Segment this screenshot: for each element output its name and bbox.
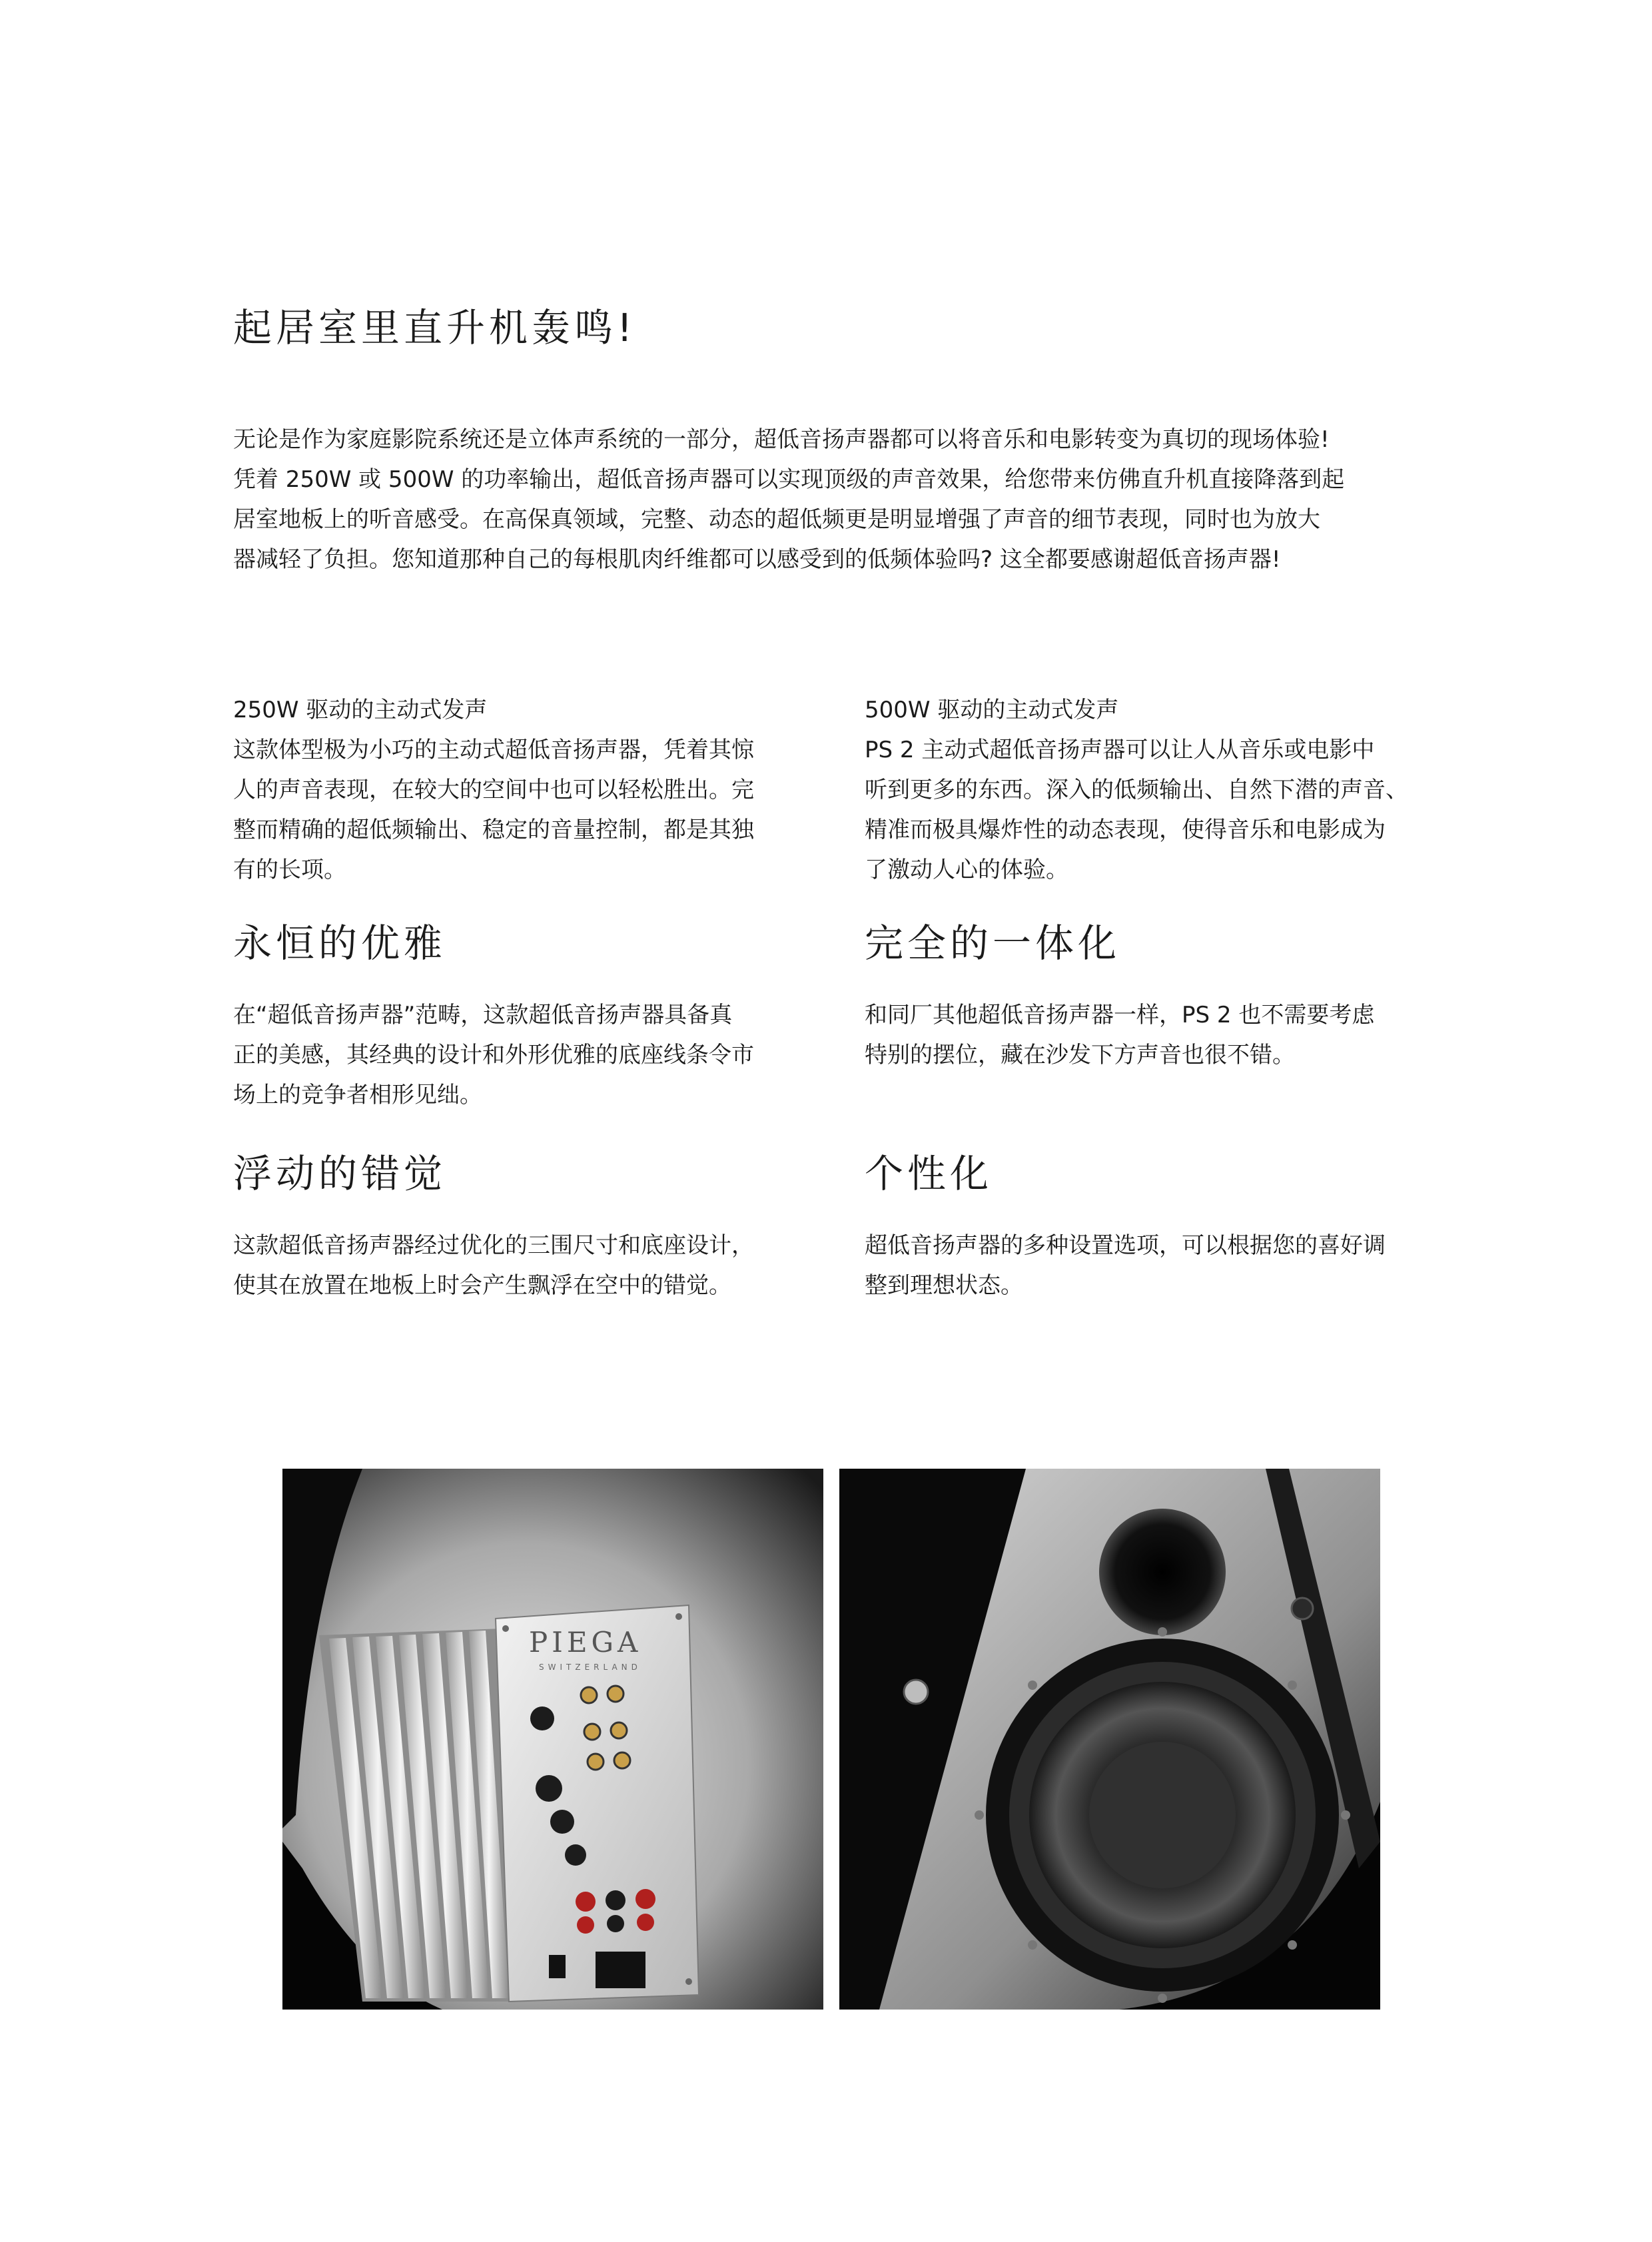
section-heading: 永恒的优雅 xyxy=(233,921,447,966)
section-line: 整到理想状态。 xyxy=(865,1272,1023,1299)
section-line: 使其在放置在地板上时会产生飘浮在空中的错觉。 xyxy=(233,1272,731,1299)
section-line: 特别的摆位，藏在沙发下方声音也很不错。 xyxy=(865,1041,1295,1068)
brand-subtitle: SWITZERLAND xyxy=(539,1663,641,1672)
amplifier-panel-illustration xyxy=(282,1469,823,2010)
section-line: 超低音扬声器的多种设置选项，可以根据您的喜好调 xyxy=(865,1232,1386,1259)
feature-line: 听到更多的东西。深入的低频输出、自然下潜的声音、 xyxy=(865,777,1408,803)
section-heading: 个性化 xyxy=(865,1151,993,1196)
feature-text xyxy=(865,730,1438,890)
feature-line: 了激动人心的体验。 xyxy=(865,857,1068,883)
section-text xyxy=(865,1226,1438,1306)
section-text xyxy=(233,1226,806,1306)
intro-line: 居室地板上的听音感受。在高保真领域，完整、动态的超低频更是明显增强了声音的细节表现，同时也为放大 xyxy=(233,506,1320,533)
feature-line: 有的长项。 xyxy=(233,857,346,883)
feature-line: PS 2 主动式超低音扬声器可以让人从音乐或电影中 xyxy=(865,737,1375,763)
feature-text xyxy=(233,730,806,890)
section-text xyxy=(233,995,806,1115)
section-line: 这款超低音扬声器经过优化的三围尺寸和底座设计， xyxy=(233,1232,754,1259)
section-heading: 浮动的错觉 xyxy=(233,1151,447,1196)
section-illusion xyxy=(233,1151,806,1306)
feature-line: 这款体型极为小巧的主动式超低音扬声器，凭着其惊 xyxy=(233,737,754,763)
brand-logo: PIEGA xyxy=(529,1626,642,1659)
intro-line: 凭着 250W 或 500W 的功率输出，超低音扬声器可以实现顶级的声音效果，给您带来仿佛直升机直接降落到起 xyxy=(233,466,1345,493)
section-heading: 完全的一体化 xyxy=(865,921,1121,966)
section-integration xyxy=(865,921,1438,1075)
intro-line: 无论是作为家庭影院系统还是立体声系统的一部分，超低音扬声器都可以将音乐和电影转变为真切的现场体验! xyxy=(233,426,1330,453)
feature-500w xyxy=(865,690,1438,890)
section-text xyxy=(865,995,1438,1075)
woofer-illustration xyxy=(839,1469,1380,2010)
page-title: 起居室里直升机轰鸣! xyxy=(233,305,637,350)
woofer-photo xyxy=(839,1469,1380,2010)
feature-label: 250W 驱动的主动式发声 xyxy=(233,697,488,723)
section-line: 正的美感，其经典的设计和外形优雅的底座线条令市 xyxy=(233,1041,754,1068)
section-line: 和同厂其他超低音扬声器一样，PS 2 也不需要考虑 xyxy=(865,1001,1375,1028)
feature-label: 500W 驱动的主动式发声 xyxy=(865,697,1119,723)
intro-line: 器减轻了负担。您知道那种自己的每根肌肉纤维都可以感受到的低频体验吗? 这全都要感谢超低音扬声器! xyxy=(233,546,1281,573)
intro-paragraph xyxy=(233,420,1432,579)
section-personal xyxy=(865,1151,1438,1306)
amplifier-panel-photo xyxy=(282,1469,823,2010)
section-line: 场上的竞争者相形见绌。 xyxy=(233,1081,482,1108)
feature-250w xyxy=(233,690,806,890)
section-line: 在“超低音扬声器”范畴，这款超低音扬声器具备真 xyxy=(233,1001,733,1028)
feature-line: 精准而极具爆炸性的动态表现，使得音乐和电影成为 xyxy=(865,817,1386,843)
feature-line: 整而精确的超低频输出、稳定的音量控制，都是其独 xyxy=(233,817,754,843)
section-elegance xyxy=(233,921,806,1115)
feature-line: 人的声音表现，在较大的空间中也可以轻松胜出。完 xyxy=(233,777,754,803)
